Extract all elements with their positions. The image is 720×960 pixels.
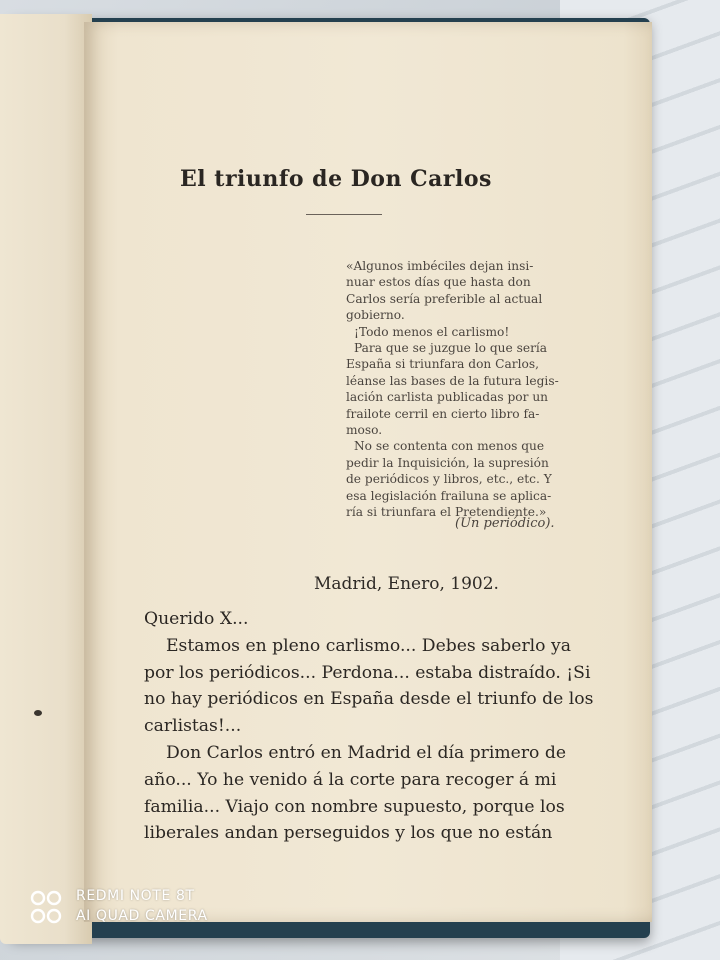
watermark-camera: AI QUAD CAMERA <box>76 908 208 924</box>
body-line: carlistas!... <box>144 716 242 737</box>
epigraph-line: moso. <box>346 423 383 438</box>
body-line: año... Yo he venido á la corte para recoger á mi <box>144 769 557 790</box>
left-page-edge <box>0 14 92 944</box>
body-line: familia... Viajo con nombre supuesto, porque los <box>144 796 565 817</box>
camera-lens-icon <box>30 890 62 924</box>
epigraph-line: pedir la Inquisición, la supresión <box>346 455 549 470</box>
epigraph-line: No se contenta con menos que <box>354 439 545 454</box>
body-line: Don Carlos entró en Madrid el día primero de <box>166 742 567 763</box>
epigraph-line: España si triunfara don Carlos, <box>346 357 539 372</box>
epigraph-line: léanse las bases de la futura legis- <box>346 373 559 388</box>
epigraph-line: de periódicos y libros, etc., etc. Y <box>346 472 552 487</box>
epigraph-line: Carlos sería preferible al actual <box>346 291 543 306</box>
letter-dateline: Madrid, Enero, 1902. <box>314 574 499 594</box>
epigraph-line: frailote cerril en cierto libro fa- <box>346 406 540 421</box>
letter-body <box>144 606 644 847</box>
chapter-title: El triunfo de Don Carlos <box>180 166 492 192</box>
epigraph <box>346 258 586 521</box>
watermark-model: REDMI NOTE 8T <box>76 888 195 904</box>
body-line: Estamos en pleno carlismo... Debes saberlo ya <box>166 635 571 656</box>
body-line: no hay periódicos en España desde el triunfo de los <box>144 689 594 710</box>
epigraph-line: ría si triunfara el Pretendiente.» <box>346 505 547 520</box>
body-line: liberales andan perseguidos y los que no están <box>144 823 553 844</box>
epigraph-line: lación carlista publicadas por un <box>346 390 549 405</box>
epigraph-line: ¡Todo menos el carlismo! <box>354 324 510 339</box>
epigraph-line: gobierno. <box>346 308 405 323</box>
epigraph-line: esa legislación frailuna se aplica- <box>346 488 552 503</box>
body-line: Querido X... <box>144 609 249 629</box>
epigraph-line: Para que se juzgue lo que sería <box>354 341 548 356</box>
epigraph-source: (Un periódico). <box>455 516 555 531</box>
body-line: por los periódicos... Perdona... estaba distraído. ¡Si <box>144 662 591 683</box>
epigraph-line: nuar estos días que hasta don <box>346 275 531 290</box>
title-divider <box>306 214 382 215</box>
ink-speck <box>34 710 42 716</box>
epigraph-line: «Algunos imbéciles dejan insi- <box>346 259 534 273</box>
